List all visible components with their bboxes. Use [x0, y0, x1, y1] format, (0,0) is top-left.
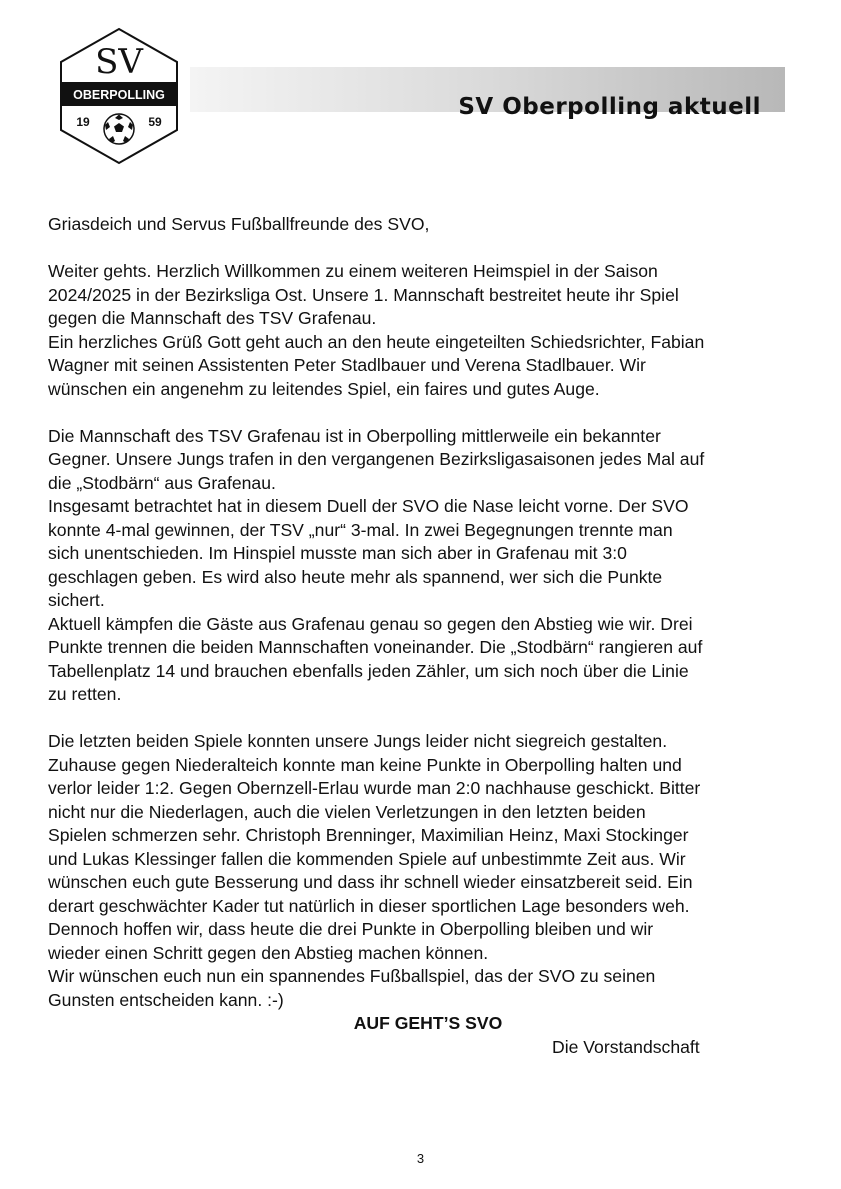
page-title: SV Oberpolling aktuell [458, 94, 761, 120]
letter-body [48, 213, 808, 1059]
text-line: und Lukas Klessinger fallen die kommenden Spiele auf unbestimmte Zeit aus. Wir [48, 848, 686, 869]
club-logo [56, 26, 182, 166]
text-line: konnte 4-mal gewinnen, der TSV „nur“ 3-mal. In zwei Begegnungen trennte man [48, 519, 673, 540]
text-line: wünschen ein angenehm zu leitendes Spiel, ein faires und gutes Auge. [48, 378, 600, 399]
text-line: Gunsten entscheiden kann. :-) [48, 989, 284, 1010]
text-line: Insgesamt betrachtet hat in diesem Duell der SVO die Nase leicht vorne. Der SVO [48, 496, 689, 516]
text-line: Punkte trennen die beiden Mannschaften voneinander. Die „Stodbärn“ rangieren auf [48, 637, 703, 657]
text-line: Ein herzliches Grüß Gott geht auch an den heute eingeteilten Schiedsrichter, Fabian [48, 331, 705, 352]
text-line: Wagner mit seinen Assistenten Peter Stadlbauer und Verena Stadlbauer. Wir [48, 355, 646, 375]
text-line: verlor leider 1:2. Gegen Obernzell-Erlau wurde man 2:0 nachhause geschickt. Bitter [48, 778, 701, 798]
logo-band-text: OBERPOLLING [73, 88, 165, 102]
text-line: derart geschwächter Kader tut natürlich in dieser sportlichen Lage besonders weh. [48, 895, 690, 916]
text-line: nicht nur die Niederlagen, auch die vielen Verletzungen in den letzten beiden [48, 801, 646, 822]
text-line: Zuhause gegen Niederalteich konnte man keine Punkte in Oberpolling halten und [48, 754, 682, 775]
text-line: Spielen schmerzen sehr. Christoph Brenninger, Maximilian Heinz, Maxi Stockinger [48, 825, 689, 845]
text-line: Die letzten beiden Spiele konnten unsere Jungs leider nicht siegreich gestalten. [48, 731, 668, 751]
text-line: Dennoch hoffen wir, dass heute die drei Punkte in Oberpolling bleiben und wir [48, 919, 654, 939]
logo-year-right: 59 [148, 115, 162, 129]
closing-slogan: AUF GEHT’S SVO [353, 1013, 503, 1033]
text-line: Die Mannschaft des TSV Grafenau ist in Oberpolling mittlerweile ein bekannter [48, 425, 661, 446]
text-line: sichert. [48, 590, 105, 610]
text-line: Weiter gehts. Herzlich Willkommen zu einem weiteren Heimspiel in der Saison [48, 261, 658, 281]
text-line: Gegner. Unsere Jungs trafen in den vergangenen Bezirksligasaisonen jedes Mal auf [48, 449, 705, 469]
greeting: Griasdeich und Servus Fußballfreunde des SVO, [48, 214, 430, 234]
text-line: zu retten. [48, 684, 122, 704]
page-number: 3 [416, 1151, 425, 1166]
text-line: wieder einen Schritt gegen den Abstieg machen können. [48, 942, 489, 963]
signature: Die Vorstandschaft [552, 1036, 700, 1057]
soccer-ball-icon [104, 114, 134, 144]
text-line: Tabellenplatz 14 und brauchen ebenfalls jeden Zähler, um sich noch über die Linie [48, 660, 689, 681]
paragraph-recent-games [48, 730, 808, 1012]
text-line: Wir wünschen euch nun ein spannendes Fußballspiel, das der SVO zu seinen [48, 966, 656, 986]
text-line: geschlagen geben. Es wird also heute mehr als spannend, wer sich die Punkte [48, 566, 663, 587]
text-line: sich unentschieden. Im Hinspiel musste man sich aber in Grafenau mit 3:0 [48, 543, 627, 563]
text-line: wünschen euch gute Besserung und dass ihr schnell wieder einsatzbereit seid. Ein [48, 872, 693, 892]
logo-sv-text: SV [95, 42, 143, 82]
text-line: die „Stodbärn“ aus Grafenau. [48, 472, 276, 493]
paragraph-opponent [48, 425, 808, 707]
paragraph-welcome [48, 260, 808, 401]
logo-year-left: 19 [76, 115, 90, 129]
text-line: gegen die Mannschaft des TSV Grafenau. [48, 308, 377, 328]
text-line: Aktuell kämpfen die Gäste aus Grafenau genau so gegen den Abstieg wie wir. Drei [48, 613, 693, 634]
text-line: 2024/2025 in der Bezirksliga Ost. Unsere 1. Mannschaft bestreitet heute ihr Spiel [48, 284, 679, 305]
